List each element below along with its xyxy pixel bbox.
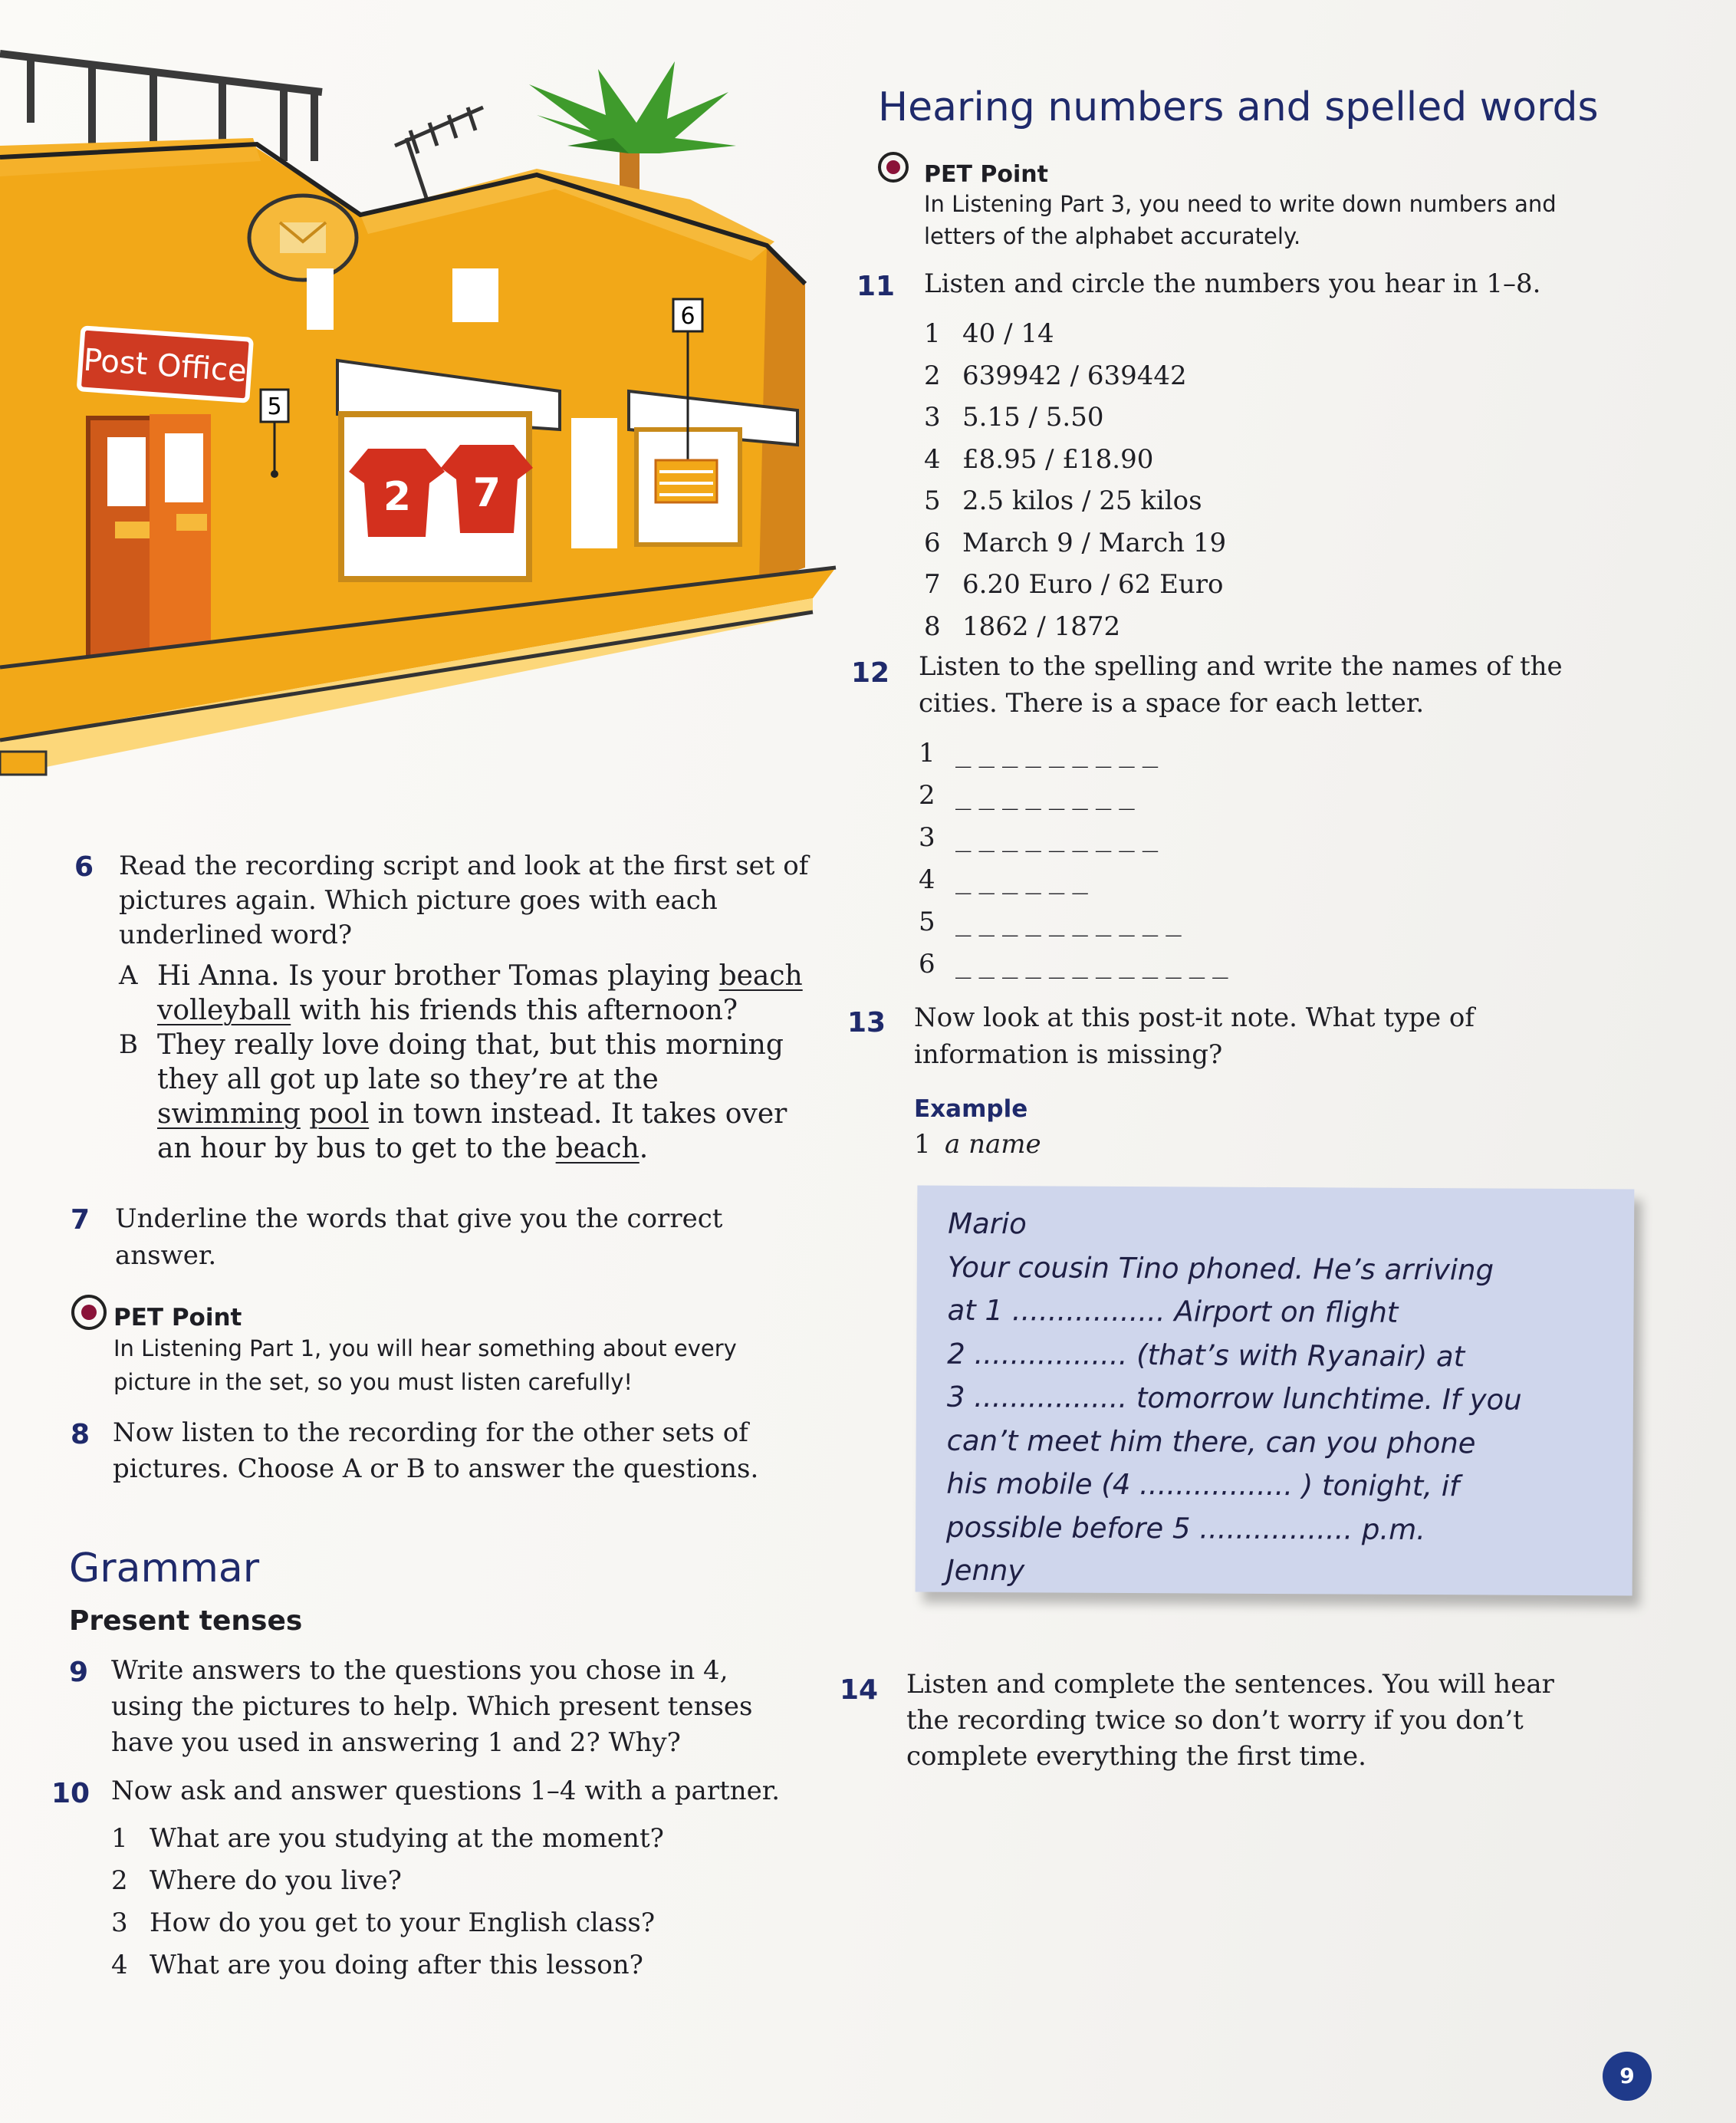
list-item: 1 What are you studying at the moment? — [111, 1823, 664, 1854]
list-item: 1 _________ — [919, 738, 1166, 769]
note-line: Your cousin Tino phoned. He’s arriving — [947, 1250, 1494, 1286]
post-office-sign — [79, 328, 252, 400]
script-b: They really love doing that, but this morning they all got up late so they’re at the swimming pool in town instead. It takes over an hour by bus to get to the beach. — [157, 1029, 787, 1164]
list-item: 4 £8.95 / £18.90 — [924, 443, 1154, 475]
pet-point-text: In Listening Part 3, you need to write down numbers and letters of the alphabet accurately. — [924, 191, 1557, 249]
svg-text:5: 5 — [267, 393, 282, 420]
exercise-number: 11 — [856, 271, 896, 302]
list-item: 6 ____________ — [919, 949, 1236, 979]
exercise-number: 7 — [71, 1204, 90, 1236]
exercise-number: 10 — [51, 1778, 90, 1809]
svg-text:7: 7 — [472, 470, 501, 516]
list-item: 3 5.15 / 5.50 — [924, 402, 1104, 433]
exercise-instruction: Now listen to the recording for the other sets of pictures. Choose A or B to answer the questions. — [113, 1417, 759, 1484]
exercise-instruction: Underline the words that give you the correct answer. — [115, 1203, 723, 1271]
list-item: 4 What are you doing after this lesson? — [111, 1950, 643, 1980]
underlined-word: volleyball — [157, 995, 291, 1026]
note-line: 3 ................. tomorrow lunchtime. If you — [946, 1380, 1522, 1417]
option-a-label: A — [119, 960, 138, 991]
note-line: at 1 ................. Airport on flight — [947, 1293, 1399, 1329]
note-line: can’t meet him there, can you phone — [946, 1424, 1476, 1460]
exercise-instruction: Read the recording script and look at the first set of pictures again. Which picture goes with each underlined word? — [119, 851, 809, 950]
underlined-word: pool — [309, 1098, 370, 1130]
underlined-word: swimming — [157, 1098, 301, 1130]
list-item: 6 March 9 / March 19 — [924, 527, 1227, 558]
exercise-instruction: Listen and circle the numbers you hear in 1–8. — [924, 268, 1541, 299]
exercise-number: 13 — [847, 1007, 886, 1038]
list-item: 2 639942 / 639442 — [924, 360, 1187, 391]
exercise-number: 6 — [74, 851, 94, 883]
pet-point-label: PET Point — [924, 161, 1048, 188]
list-item: 4 ______ — [919, 864, 1096, 895]
pet-point-icon — [71, 1295, 107, 1330]
note-signature: Jenny — [945, 1553, 1025, 1588]
note-line: Mario — [948, 1206, 1027, 1241]
list-item: 2 Where do you live? — [111, 1865, 402, 1896]
list-item: 8 1862 / 1872 — [924, 611, 1121, 642]
exercise-instruction: Now look at this post-it note. What type of information is missing? — [914, 1002, 1475, 1070]
ex11-list — [924, 313, 1226, 647]
shop-window — [337, 360, 560, 579]
exercise-number: 9 — [69, 1657, 89, 1688]
list-item: 2 ________ — [919, 780, 1143, 811]
svg-text:2: 2 — [383, 474, 412, 520]
post-it-note — [916, 1186, 1635, 1596]
grammar-title: Grammar — [69, 1545, 260, 1591]
exercise-instruction: Listen to the spelling and write the names of the cities. There is a space for each letter. — [919, 651, 1563, 719]
doors — [88, 414, 211, 679]
pet-point-label: PET Point — [113, 1304, 242, 1331]
note-line: possible before 5 ................. p.m. — [945, 1510, 1426, 1546]
post-office-illustration — [0, 31, 851, 790]
list-item: 5 2.5 kilos / 25 kilos — [924, 485, 1202, 516]
list-item: 5 __________ — [919, 907, 1189, 937]
list-item: 7 6.20 Euro / 62 Euro — [924, 569, 1224, 600]
example-answer: 1 a name — [914, 1129, 1041, 1160]
exercise-number: 12 — [851, 657, 890, 689]
option-b-label: B — [119, 1029, 138, 1060]
exercise-number: 14 — [840, 1674, 879, 1706]
ex12-list — [919, 732, 1236, 986]
list-item: 3 How do you get to your English class? — [111, 1907, 656, 1938]
note-line: his mobile (4 ................. ) tonight, if — [946, 1466, 1460, 1503]
svg-text:6: 6 — [680, 303, 695, 330]
example-label: Example — [914, 1095, 1028, 1123]
underlined-word: beach — [718, 960, 803, 992]
page-number: 9 — [1603, 2052, 1652, 2101]
grammar-subtitle: Present tenses — [69, 1605, 303, 1637]
pet-point-icon — [878, 152, 909, 183]
pet-point-text: In Listening Part 1, you will hear something about every picture in the set, so you must listen carefully! — [113, 1335, 737, 1395]
note-line: 2 ................. (that’s with Ryanair) at — [947, 1337, 1465, 1373]
exercise-instruction: Write answers to the questions you chose in 4, using the pictures to help. Which present tenses have you used in answering 1 and 2? Why? — [111, 1655, 753, 1758]
list-item: 1 40 / 14 — [924, 318, 1054, 349]
script-a: Hi Anna. Is your brother Tomas playing beach volleyball with his friends this afternoon? — [157, 960, 803, 1026]
list-item: 3 _________ — [919, 822, 1166, 853]
underlined-word: beach — [555, 1133, 639, 1164]
exercise-instruction: Now ask and answer questions 1–4 with a partner. — [111, 1776, 781, 1806]
sign-text: Post Office — [82, 342, 248, 390]
exercise-instruction: Listen and complete the sentences. You will hear the recording twice so don’t worry if you don’t complete everything the first time. — [906, 1669, 1554, 1772]
box-icon — [656, 460, 717, 502]
section-title: Hearing numbers and spelled words — [878, 84, 1599, 130]
ex10-list — [111, 1818, 664, 1986]
exercise-number: 8 — [71, 1419, 90, 1450]
